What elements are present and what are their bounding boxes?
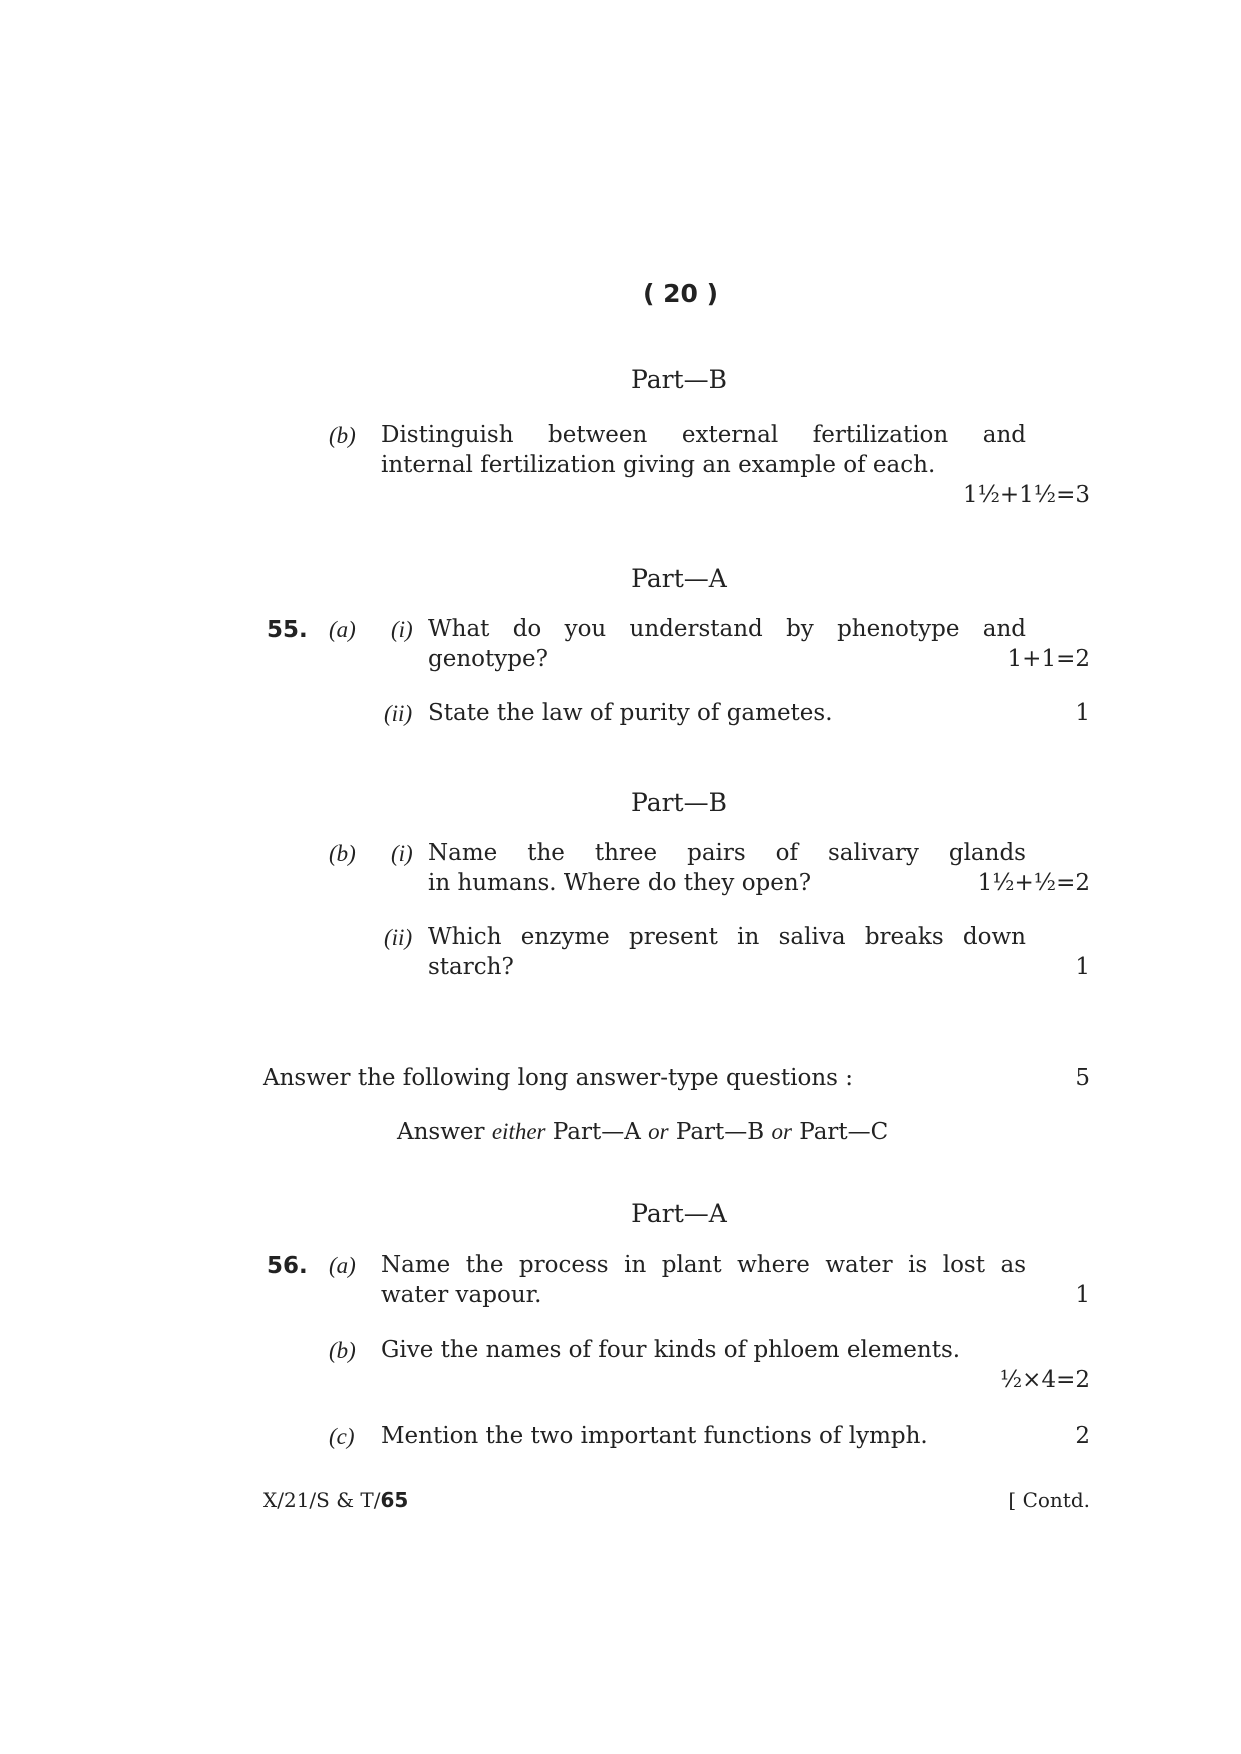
marks-allocation: 1 (1075, 954, 1090, 980)
question-label-a: (a) (329, 617, 356, 642)
section-heading-part-b: Part—B (631, 365, 727, 394)
subquestion-label-i: (i) (391, 617, 413, 642)
question-label-b: (b) (329, 841, 356, 866)
question-number: 56. (267, 1253, 308, 1279)
question-text-line: genotype? (428, 646, 548, 672)
section-heading-part-a: Part—A (631, 564, 727, 593)
question-text-line: State the law of purity of gametes. (428, 700, 833, 726)
question-text-line: in humans. Where do they open? (428, 870, 812, 896)
section-heading-part-a: Part—A (631, 1199, 727, 1228)
question-number: 55. (267, 617, 308, 643)
question-text-line: What do you understand by phenotype and (428, 616, 1026, 642)
question-text-line: Which enzyme present in saliva breaks down (428, 924, 1026, 950)
question-text-line: internal fertilization giving an example of each. (381, 452, 936, 478)
marks-allocation: 1 (1075, 1282, 1090, 1308)
instruction-part-c: Part—C (799, 1119, 889, 1145)
question-text-line: Give the names of four kinds of phloem elements. (381, 1337, 961, 1363)
instruction-subtext (397, 1119, 888, 1145)
marks-allocation: 5 (1075, 1065, 1090, 1091)
subquestion-label-ii: (ii) (384, 701, 413, 726)
continued-label: [ Contd. (1008, 1488, 1090, 1512)
question-text-line: Mention the two important functions of lymph. (381, 1423, 928, 1449)
marks-allocation: 1½+½=2 (977, 870, 1090, 896)
marks-allocation: 1+1=2 (1007, 646, 1090, 672)
question-text-line: Name the three pairs of salivary glands (428, 840, 1026, 866)
question-text-line: Distinguish between external fertilization and (381, 422, 1026, 448)
question-label-b: (b) (329, 1338, 356, 1363)
question-text-line: starch? (428, 954, 514, 980)
subquestion-label-i: (i) (391, 841, 413, 866)
question-label-b: (b) (329, 423, 356, 448)
paper-code-number: 65 (380, 1488, 409, 1512)
instruction-word-either: either (491, 1119, 546, 1144)
page-number: ( 20 ) (642, 279, 719, 308)
instruction-word-or: or (771, 1119, 792, 1144)
section-heading-part-b: Part—B (631, 788, 727, 817)
marks-allocation: ½×4=2 (999, 1367, 1090, 1393)
instruction-part-a: Part—A (552, 1119, 641, 1145)
instruction-word: Answer (397, 1119, 485, 1145)
question-text-line: Name the process in plant where water is lost as (381, 1252, 1026, 1278)
marks-allocation: 1½+1½=3 (962, 482, 1090, 508)
question-text-line: water vapour. (381, 1282, 542, 1308)
question-label-c: (c) (329, 1424, 355, 1449)
marks-allocation: 1 (1075, 700, 1090, 726)
question-label-a: (a) (329, 1253, 356, 1278)
instruction-word-or: or (648, 1119, 669, 1144)
marks-allocation: 2 (1075, 1423, 1090, 1449)
paper-code-prefix: X/21/S & T/ (263, 1488, 381, 1512)
instruction-part-b: Part—B (675, 1119, 765, 1145)
instruction-text: Answer the following long answer-type questions : (263, 1065, 854, 1091)
paper-code (263, 1488, 408, 1512)
subquestion-label-ii: (ii) (384, 925, 413, 950)
